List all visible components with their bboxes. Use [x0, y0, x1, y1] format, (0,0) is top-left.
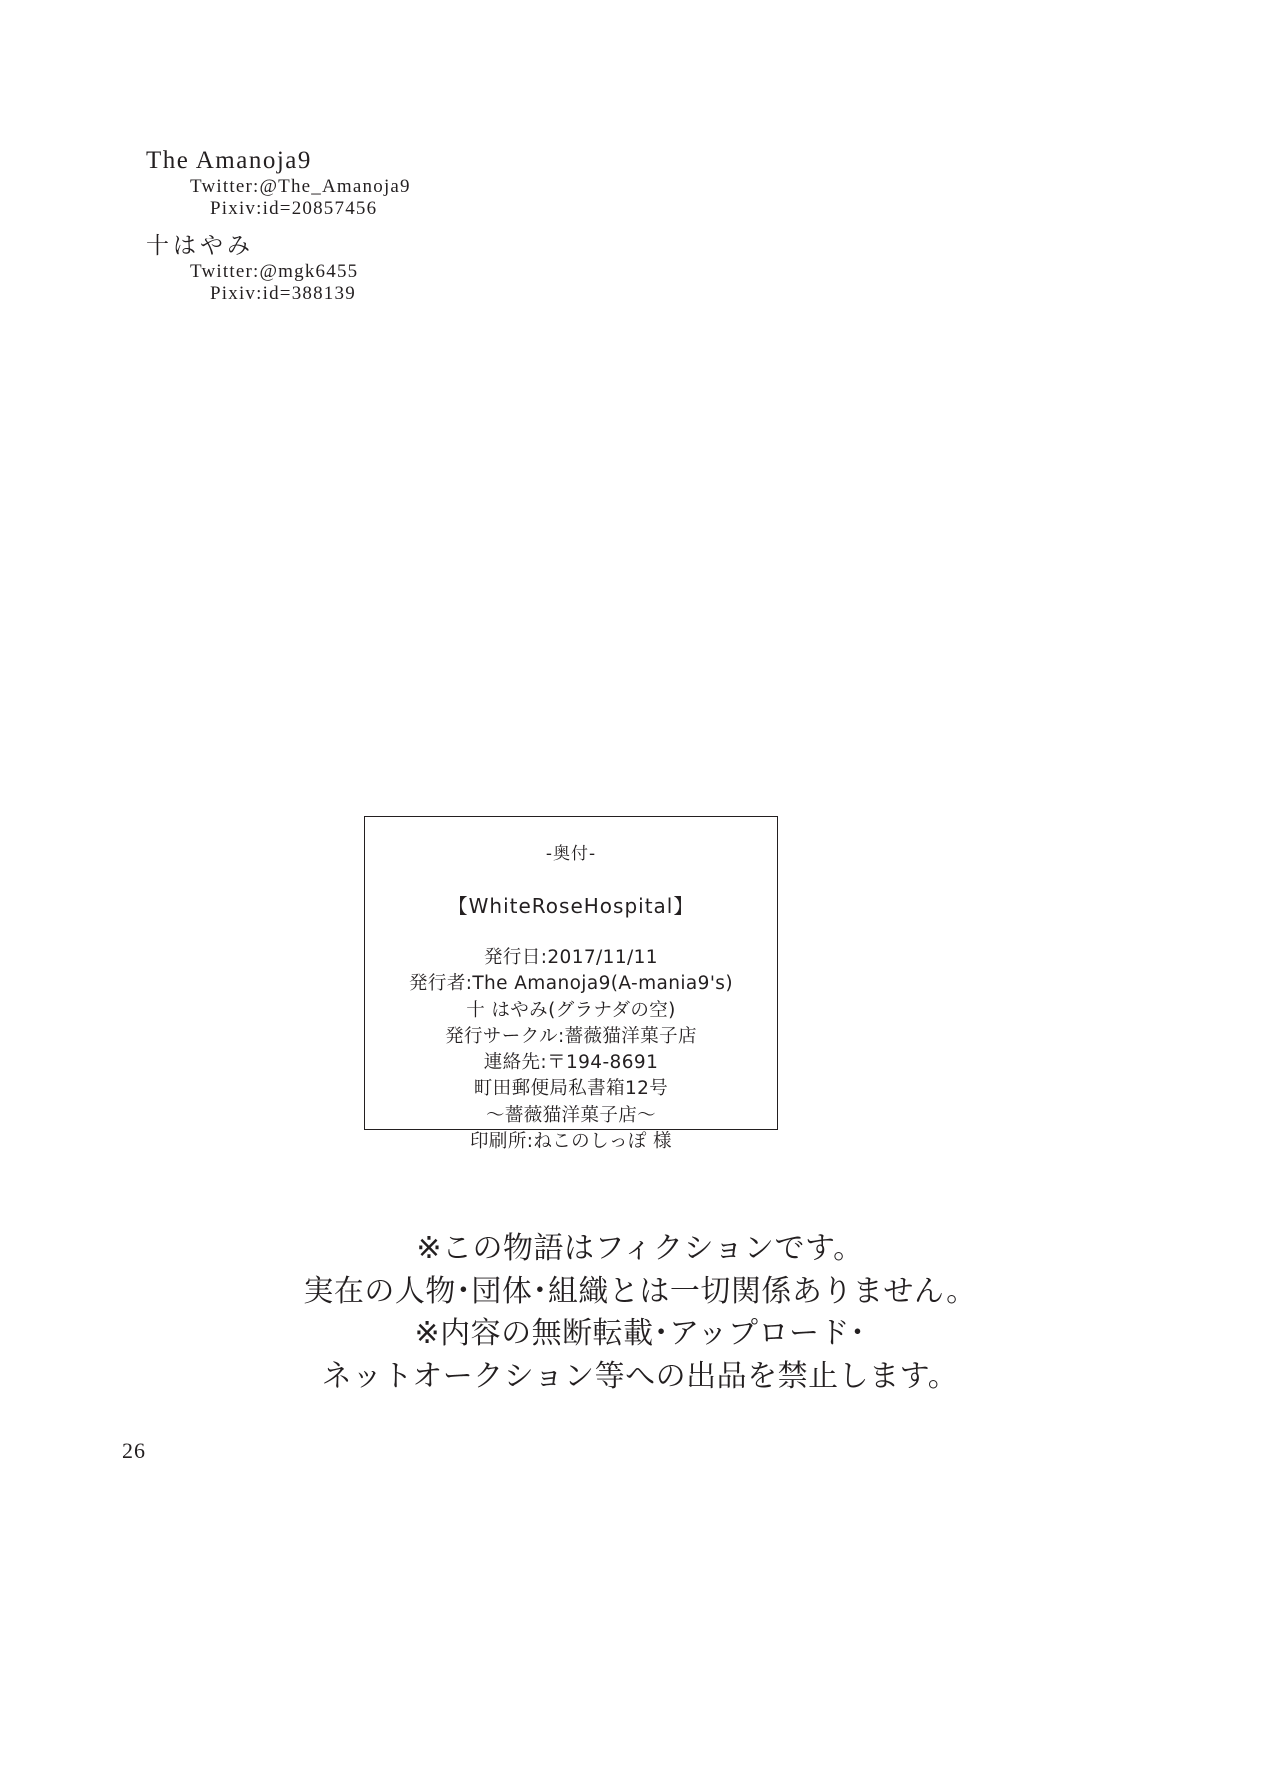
credit-pixiv: Pixiv:id=388139 — [210, 283, 356, 304]
colophon-line: 発行日:2017/11/11 — [484, 947, 658, 968]
notice-line: ※内容の無断転載･アップロード･ — [414, 1316, 866, 1352]
colophon-line: 発行者:The Amanoja9(A-mania9's) — [409, 973, 733, 995]
colophon-heading: -奥付- — [545, 844, 597, 864]
credit-group-amanoja9 — [146, 148, 411, 218]
colophon-line: 十 はやみ(グラナダの空) — [466, 999, 676, 1021]
colophon-line: 発行サークル:薔薇猫洋菓子店 — [445, 1025, 697, 1047]
colophon-details — [365, 945, 777, 1155]
colophon-line: 連絡先:〒194-8691 — [483, 1052, 659, 1074]
credit-twitter: Twitter:@mgk6455 — [190, 261, 359, 282]
credit-name: The Amanoja9 — [146, 147, 312, 174]
credits-block — [146, 148, 411, 306]
colophon-box — [364, 816, 778, 1152]
legal-notice — [0, 1228, 1280, 1398]
credit-group-hayami — [146, 235, 411, 303]
colophon-line: 〜薔薇猫洋菓子店〜 — [485, 1104, 657, 1126]
credit-twitter: Twitter:@The_Amanoja9 — [190, 176, 411, 197]
credit-pixiv: Pixiv:id=20857456 — [210, 198, 378, 219]
colophon-line: 町田郵便局私書箱12号 — [473, 1078, 669, 1100]
page-number: 26 — [122, 1438, 146, 1463]
notice-line: ネットオークション等への出品を禁止します。 — [321, 1358, 959, 1394]
notice-line: ※この物語はフィクションです。 — [416, 1231, 864, 1266]
colophon-line: 印刷所:ねこのしっぽ 様 — [470, 1130, 672, 1152]
notice-line: 実在の人物･団体･組織とは一切関係ありません。 — [303, 1273, 977, 1309]
credit-name: 十はやみ — [146, 233, 254, 259]
colophon-title: 【WhiteRoseHospital】 — [447, 894, 695, 918]
